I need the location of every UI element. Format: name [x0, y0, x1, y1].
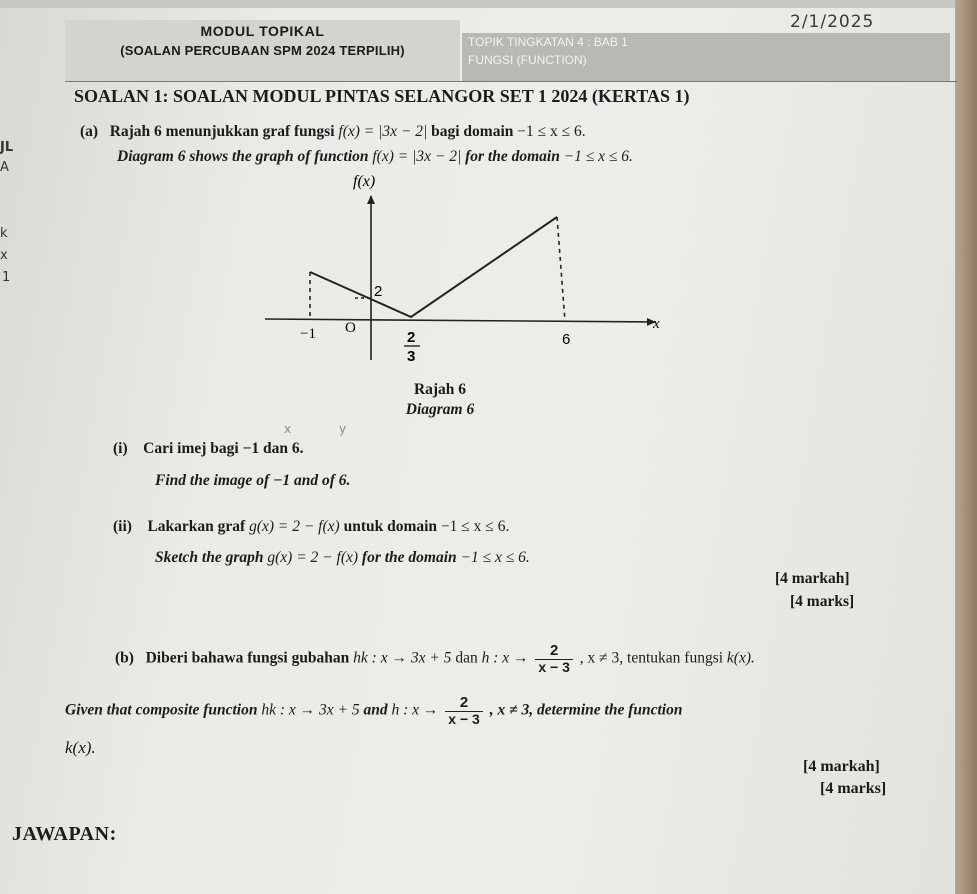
part-a-en-mid: for the domain: [465, 148, 560, 165]
question-title: SOALAN 1: SOALAN MODUL PINTAS SELANGOR SET 1 2024 (KERTAS 1): [74, 86, 690, 106]
sub-ii-en-mid: for the domain: [361, 549, 457, 566]
module-header: [65, 20, 460, 82]
part-b-en: [65, 695, 682, 726]
part-b-marks-en: [4 marks]: [820, 780, 887, 797]
part-b-en-h: h : x →: [391, 701, 439, 719]
module-subtitle: (SOALAN PERCUBAAN SPM 2024 TERPILIH): [120, 43, 405, 58]
part-b-en-and: and: [363, 701, 388, 719]
part-b-ms: [115, 643, 755, 674]
part-b-marks-ms: [4 markah]: [803, 758, 880, 775]
sub-ii-ms: [113, 518, 509, 536]
tick-neg1: −1: [300, 326, 316, 342]
sub-i-en: Find the image of −1 and of 6.: [155, 472, 351, 489]
part-a-ms-domain: −1 ≤ x ≤ 6.: [517, 123, 586, 140]
sub-ii-ms-func: g(x) = 2 − f(x): [249, 518, 340, 535]
fraction-numerator: 2: [445, 695, 483, 712]
margin-mark: A: [0, 160, 9, 175]
handwritten-date: 2/1/2025: [790, 12, 875, 32]
part-a-en-func: f(x) = |3x − 2|: [372, 148, 462, 165]
caption-en: Diagram 6: [405, 401, 475, 418]
part-a-statement-ms: [80, 123, 586, 141]
part-a-en-domain: −1 ≤ x ≤ 6.: [563, 148, 633, 165]
x-axis: [265, 319, 655, 322]
sub-i-label: (i): [113, 440, 128, 457]
desk-edge: [955, 0, 977, 894]
sub-ii-en-func: g(x) = 2 − f(x): [267, 549, 359, 566]
fraction-denominator: x − 3: [538, 658, 570, 675]
part-b-en-cond: , x ≠ 3, determine the function: [489, 701, 683, 719]
fraction-denominator: x − 3: [448, 710, 480, 727]
x-axis-label: x: [653, 316, 660, 332]
part-b-ms-k: k(x).: [726, 649, 755, 667]
fraction-numerator: 2: [535, 643, 573, 660]
tick-frac-den: 3: [407, 348, 416, 365]
part-b-ms-hk: hk : x → 3x + 5: [353, 649, 452, 667]
part-a-marks-ms: [4 markah]: [775, 570, 850, 587]
sub-i-ms-text: Cari imej bagi −1 dan 6.: [143, 440, 304, 457]
sub-ii-en: [155, 549, 530, 567]
margin-mark: x: [0, 248, 8, 263]
part-a-en-text: Diagram 6 shows the graph of function: [117, 148, 369, 165]
y-axis-label: f(x): [353, 173, 376, 190]
part-b-en-prefix: Given that composite function: [65, 701, 258, 719]
sub-ii-en-prefix: Sketch the graph: [155, 549, 264, 566]
part-b-ms-fraction: [535, 643, 573, 674]
topic-title: TOPIK TINGKATAN 4 : BAB 1: [468, 35, 628, 49]
sub-i-ms: [113, 440, 304, 458]
tick-6: 6: [562, 331, 571, 348]
part-a-ms-text: Rajah 6 menunjukkan graf fungsi: [109, 123, 335, 140]
part-b-ms-prefix: Diberi bahawa fungsi gubahan: [145, 649, 350, 667]
part-b-en-hk: hk : x → 3x + 5: [261, 701, 360, 719]
sub-ii-ms-prefix: Lakarkan graf: [147, 518, 246, 535]
topic-header: [462, 33, 950, 81]
sub-ii-en-domain: −1 ≤ x ≤ 6.: [460, 549, 530, 566]
part-a-marks-en: [4 marks]: [790, 593, 855, 610]
part-b-label: (b): [115, 649, 134, 667]
part-b-en-k: k(x).: [65, 738, 96, 757]
handwritten-x: x: [284, 422, 292, 436]
tick-frac-num: 2: [407, 329, 416, 346]
handwritten-y: y: [339, 422, 347, 436]
part-a-label: (a): [80, 123, 99, 140]
dashed-line-x-6: [557, 217, 565, 321]
sub-ii-label: (ii): [113, 518, 132, 535]
function-graph: [250, 160, 690, 370]
module-title: MODUL TOPIKAL: [200, 23, 325, 39]
caption-ms: Rajah 6: [413, 381, 467, 398]
margin-mark: JL: [0, 140, 14, 155]
origin-label: O: [345, 320, 356, 336]
top-edge: [0, 0, 977, 8]
header-divider: [65, 81, 957, 82]
part-a-ms-func: f(x) = |3x − 2|: [338, 123, 428, 140]
part-b-en-fraction: [445, 695, 483, 726]
graph-curve: [310, 217, 557, 317]
margin-mark: k: [0, 226, 8, 241]
y-tick-2: 2: [374, 283, 383, 300]
margin-mark: 1: [2, 270, 11, 285]
topic-subtitle: FUNGSI (FUNCTION): [468, 53, 587, 67]
part-b-ms-h: h : x →: [481, 649, 529, 667]
sub-ii-ms-mid: untuk domain: [343, 518, 438, 535]
answer-label: JAWAPAN:: [12, 823, 117, 845]
part-a-ms-mid: bagi domain: [431, 123, 514, 140]
part-b-ms-dan: dan: [455, 649, 478, 667]
sub-ii-ms-domain: −1 ≤ x ≤ 6.: [440, 518, 510, 535]
part-b-ms-cond: , x ≠ 3, tentukan fungsi: [579, 649, 724, 667]
